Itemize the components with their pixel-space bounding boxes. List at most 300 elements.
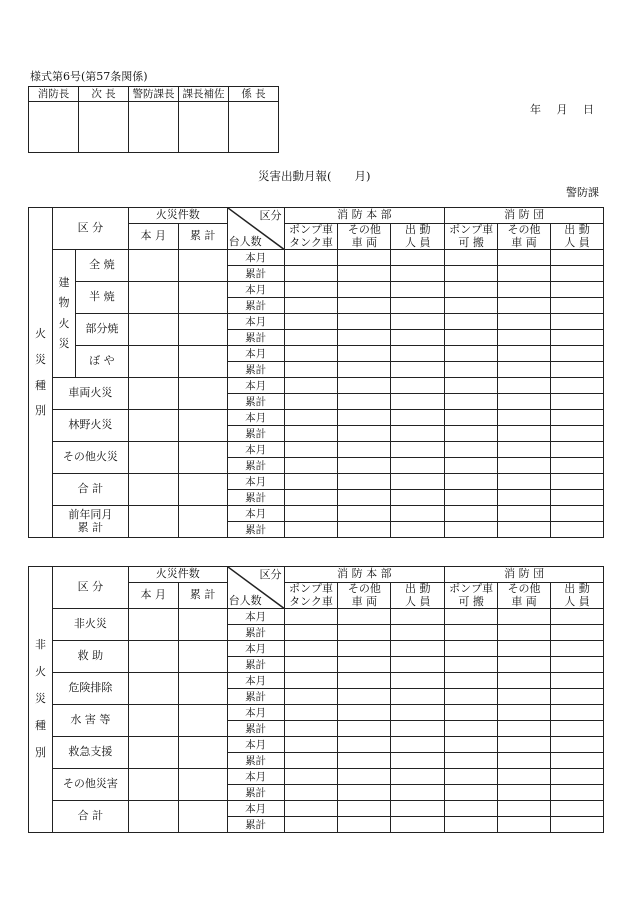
input-cell[interactable] [445, 641, 498, 657]
input-cell[interactable] [445, 442, 498, 458]
input-cell[interactable] [338, 737, 391, 753]
row-label: 救急支援 [52, 737, 128, 769]
approval-stamp-box[interactable] [179, 102, 229, 153]
input-cell[interactable] [550, 378, 603, 394]
input-cell[interactable] [284, 705, 338, 721]
input-cell[interactable] [391, 458, 445, 474]
row-label: 全 焼 [75, 250, 128, 282]
category-char: 別 [34, 404, 46, 418]
sub-row-label: 累計 [227, 330, 284, 346]
input-cell[interactable] [284, 817, 338, 833]
input-cell[interactable] [338, 785, 391, 801]
input-cell[interactable] [178, 609, 227, 641]
input-cell[interactable] [445, 458, 498, 474]
input-cell[interactable] [284, 490, 338, 506]
input-cell[interactable] [284, 721, 338, 737]
vehicle-count-label: 台人数 [228, 234, 262, 248]
input-cell[interactable] [391, 721, 445, 737]
row-label: ぼ や [75, 346, 128, 378]
input-cell[interactable] [551, 641, 604, 657]
input-cell[interactable] [498, 641, 551, 657]
input-cell[interactable] [391, 801, 445, 817]
input-cell[interactable] [128, 282, 178, 314]
input-cell[interactable] [550, 314, 603, 330]
input-cell[interactable] [445, 282, 498, 298]
approval-header: 課長補佐 [179, 87, 229, 102]
sub-row-label: 本月 [227, 506, 284, 522]
sub-row-label: 累計 [227, 689, 284, 705]
sub-row-label: 本月 [227, 801, 284, 817]
input-cell[interactable] [128, 801, 178, 833]
input-cell[interactable] [128, 314, 178, 346]
input-cell[interactable] [284, 394, 338, 410]
input-cell[interactable] [498, 785, 551, 801]
input-cell[interactable] [445, 785, 498, 801]
input-cell[interactable] [338, 673, 391, 689]
sub-row-label: 本月 [227, 410, 284, 426]
input-cell[interactable] [445, 609, 498, 625]
row-label: 部分焼 [75, 314, 128, 346]
input-cell[interactable] [498, 410, 551, 426]
input-cell[interactable] [445, 506, 498, 522]
input-cell[interactable] [128, 378, 178, 410]
input-cell[interactable] [498, 753, 551, 769]
input-cell[interactable] [498, 705, 551, 721]
input-cell[interactable] [550, 362, 603, 378]
input-cell[interactable] [338, 817, 391, 833]
input-cell[interactable] [445, 346, 498, 362]
input-cell[interactable] [391, 817, 445, 833]
input-cell[interactable] [338, 625, 391, 641]
input-cell[interactable] [391, 737, 445, 753]
input-cell[interactable] [498, 426, 551, 442]
pump-tank-header: ポンプ車 タンク車 [284, 583, 338, 609]
input-cell[interactable] [391, 378, 445, 394]
kubun-label: 区分 [259, 209, 282, 222]
input-cell[interactable] [338, 721, 391, 737]
sub-row-label: 本月 [227, 609, 284, 625]
input-cell[interactable] [391, 426, 445, 442]
input-cell[interactable] [284, 266, 338, 282]
input-cell[interactable] [550, 522, 603, 538]
department-label: 警防課 [566, 186, 599, 199]
approval-stamp-box[interactable] [29, 102, 79, 153]
input-cell[interactable] [391, 490, 445, 506]
input-cell[interactable] [445, 522, 498, 538]
input-cell[interactable] [391, 346, 445, 362]
input-cell[interactable] [551, 801, 604, 817]
input-cell[interactable] [391, 410, 445, 426]
input-cell[interactable] [550, 346, 603, 362]
other-vehicle-header: その他 車 両 [498, 583, 551, 609]
input-cell[interactable] [338, 426, 391, 442]
sub-row-label: 累計 [227, 817, 284, 833]
sub-row-label: 累計 [227, 490, 284, 506]
input-cell[interactable] [178, 769, 227, 801]
approval-header: 警防課長 [129, 87, 179, 102]
row-label: 危険排除 [52, 673, 128, 705]
honbu-header: 消 防 本 部 [284, 567, 445, 583]
input-cell[interactable] [128, 506, 178, 538]
input-cell[interactable] [391, 362, 445, 378]
input-cell[interactable] [551, 817, 604, 833]
input-cell[interactable] [498, 394, 551, 410]
input-cell[interactable] [391, 298, 445, 314]
input-cell[interactable] [551, 609, 604, 625]
input-cell[interactable] [445, 410, 498, 426]
input-cell[interactable] [498, 817, 551, 833]
sub-row-label: 本月 [227, 769, 284, 785]
input-cell[interactable] [128, 474, 178, 506]
input-cell[interactable] [128, 737, 178, 769]
input-cell[interactable] [178, 410, 227, 442]
input-cell[interactable] [391, 266, 445, 282]
input-cell[interactable] [550, 250, 603, 266]
row-label: 非火災 [52, 609, 128, 641]
input-cell[interactable] [445, 394, 498, 410]
input-cell[interactable] [445, 673, 498, 689]
input-cell[interactable] [284, 785, 338, 801]
approval-stamp-box[interactable] [79, 102, 129, 153]
input-cell[interactable] [551, 625, 604, 641]
input-cell[interactable] [178, 314, 227, 346]
input-cell[interactable] [284, 737, 338, 753]
input-cell[interactable] [128, 673, 178, 705]
input-cell[interactable] [338, 490, 391, 506]
input-cell[interactable] [178, 673, 227, 705]
input-cell[interactable] [391, 609, 445, 625]
sub-row-label: 累計 [227, 298, 284, 314]
input-cell[interactable] [284, 657, 338, 673]
row-label: その他災害 [52, 769, 128, 801]
input-cell[interactable] [338, 657, 391, 673]
input-cell[interactable] [550, 458, 603, 474]
sub-row-label: 累計 [227, 426, 284, 442]
approval-header: 係 長 [229, 87, 279, 102]
input-cell[interactable] [284, 641, 338, 657]
sub-row-label: 本月 [227, 673, 284, 689]
row-label: 林野火災 [52, 410, 128, 442]
input-cell[interactable] [498, 378, 551, 394]
input-cell[interactable] [391, 673, 445, 689]
input-cell[interactable] [338, 522, 391, 538]
input-cell[interactable] [498, 442, 551, 458]
input-cell[interactable] [338, 330, 391, 346]
building-fire-vertical: 建 物 火 災 [52, 250, 75, 378]
input-cell[interactable] [498, 330, 551, 346]
input-cell[interactable] [178, 282, 227, 314]
category-char: 火 [34, 326, 46, 340]
input-cell[interactable] [338, 410, 391, 426]
input-cell[interactable] [445, 801, 498, 817]
input-cell[interactable] [551, 689, 604, 705]
pump-portable-header: ポンプ車 可 搬 [445, 224, 498, 250]
input-cell[interactable] [445, 490, 498, 506]
input-cell[interactable] [128, 346, 178, 378]
personnel-header: 出 動 人 員 [391, 583, 445, 609]
input-cell[interactable] [391, 506, 445, 522]
input-cell[interactable] [178, 737, 227, 769]
other-vehicle-header: その他 車 両 [338, 583, 391, 609]
sub-row-label: 本月 [227, 737, 284, 753]
input-cell[interactable] [445, 753, 498, 769]
input-cell[interactable] [550, 490, 603, 506]
row-label: 合 計 [52, 474, 128, 506]
input-cell[interactable] [391, 330, 445, 346]
input-cell[interactable] [550, 266, 603, 282]
input-cell[interactable] [338, 346, 391, 362]
input-cell[interactable] [391, 394, 445, 410]
input-cell[interactable] [498, 362, 551, 378]
input-cell[interactable] [445, 362, 498, 378]
input-cell[interactable] [550, 506, 603, 522]
input-cell[interactable] [128, 442, 178, 474]
approval-header: 次 長 [79, 87, 129, 102]
input-cell[interactable] [391, 522, 445, 538]
input-cell[interactable] [498, 801, 551, 817]
input-cell[interactable] [498, 625, 551, 641]
input-cell[interactable] [391, 641, 445, 657]
input-cell[interactable] [498, 458, 551, 474]
input-cell[interactable] [498, 266, 551, 282]
input-cell[interactable] [551, 705, 604, 721]
input-cell[interactable] [391, 442, 445, 458]
input-cell[interactable] [284, 346, 338, 362]
input-cell[interactable] [550, 330, 603, 346]
input-cell[interactable] [550, 298, 603, 314]
input-cell[interactable] [338, 266, 391, 282]
input-cell[interactable] [128, 609, 178, 641]
input-cell[interactable] [391, 689, 445, 705]
input-cell[interactable] [391, 314, 445, 330]
input-cell[interactable] [338, 282, 391, 298]
input-cell[interactable] [445, 657, 498, 673]
row-label: 車両火災 [52, 378, 128, 410]
category-char: 災 [34, 352, 46, 366]
sub-row-label: 本月 [227, 282, 284, 298]
input-cell[interactable] [284, 250, 338, 266]
input-cell[interactable] [338, 298, 391, 314]
input-cell[interactable] [391, 474, 445, 490]
nonfire-report-table [28, 566, 604, 833]
input-cell[interactable] [338, 362, 391, 378]
input-cell[interactable] [284, 753, 338, 769]
input-cell[interactable] [550, 394, 603, 410]
input-cell[interactable] [284, 330, 338, 346]
input-cell[interactable] [498, 689, 551, 705]
pump-tank-header: ポンプ車 タンク車 [284, 224, 338, 250]
input-cell[interactable] [445, 721, 498, 737]
input-cell[interactable] [284, 442, 338, 458]
input-cell[interactable] [284, 609, 338, 625]
input-cell[interactable] [445, 769, 498, 785]
input-cell[interactable] [498, 769, 551, 785]
input-cell[interactable] [284, 314, 338, 330]
input-cell[interactable] [128, 705, 178, 737]
input-cell[interactable] [498, 490, 551, 506]
input-cell[interactable] [284, 522, 338, 538]
input-cell[interactable] [445, 705, 498, 721]
dan-header: 消 防 団 [445, 208, 604, 224]
input-cell[interactable] [338, 753, 391, 769]
input-cell[interactable] [551, 657, 604, 673]
input-cell[interactable] [498, 609, 551, 625]
input-cell[interactable] [128, 250, 178, 282]
input-cell[interactable] [445, 737, 498, 753]
input-cell[interactable] [338, 378, 391, 394]
input-cell[interactable] [284, 625, 338, 641]
input-cell[interactable] [551, 785, 604, 801]
input-cell[interactable] [338, 769, 391, 785]
input-cell[interactable] [391, 785, 445, 801]
input-cell[interactable] [338, 705, 391, 721]
input-cell[interactable] [551, 721, 604, 737]
input-cell[interactable] [338, 801, 391, 817]
input-cell[interactable] [551, 673, 604, 689]
input-cell[interactable] [445, 689, 498, 705]
input-cell[interactable] [550, 442, 603, 458]
input-cell[interactable] [551, 769, 604, 785]
sub-row-label: 本月 [227, 346, 284, 362]
input-cell[interactable] [284, 689, 338, 705]
sub-row-label: 累計 [227, 753, 284, 769]
input-cell[interactable] [338, 314, 391, 330]
input-cell[interactable] [391, 705, 445, 721]
dan-header: 消 防 団 [445, 567, 604, 583]
kubun-header: 区 分 [52, 567, 128, 609]
kubun-vehicle-diagonal-header: 区分 台人数 [227, 567, 284, 609]
input-cell[interactable] [391, 769, 445, 785]
input-cell[interactable] [498, 506, 551, 522]
fire-count-header: 火災件数 [128, 567, 227, 583]
input-cell[interactable] [284, 282, 338, 298]
input-cell[interactable] [128, 410, 178, 442]
input-cell[interactable] [498, 346, 551, 362]
approval-stamp-box[interactable] [229, 102, 279, 153]
input-cell[interactable] [338, 609, 391, 625]
row-label: 半 焼 [75, 282, 128, 314]
input-cell[interactable] [498, 737, 551, 753]
input-cell[interactable] [338, 474, 391, 490]
form-number: 様式第6号(第57条関係) [30, 70, 148, 83]
input-cell[interactable] [284, 506, 338, 522]
this-month-header: 本 月 [128, 224, 178, 250]
input-cell[interactable] [338, 442, 391, 458]
sub-row-label: 本月 [227, 474, 284, 490]
input-cell[interactable] [178, 250, 227, 282]
input-cell[interactable] [445, 817, 498, 833]
input-cell[interactable] [284, 426, 338, 442]
input-cell[interactable] [498, 314, 551, 330]
date-line: 年 月 日 [530, 103, 594, 116]
input-cell[interactable] [338, 641, 391, 657]
input-cell[interactable] [284, 458, 338, 474]
input-cell[interactable] [445, 314, 498, 330]
input-cell[interactable] [445, 474, 498, 490]
input-cell[interactable] [284, 298, 338, 314]
input-cell[interactable] [445, 625, 498, 641]
input-cell[interactable] [178, 378, 227, 410]
input-cell[interactable] [445, 298, 498, 314]
input-cell[interactable] [391, 753, 445, 769]
input-cell[interactable] [498, 474, 551, 490]
input-cell[interactable] [498, 250, 551, 266]
input-cell[interactable] [498, 673, 551, 689]
input-cell[interactable] [338, 394, 391, 410]
input-cell[interactable] [128, 769, 178, 801]
sub-row-label: 累計 [227, 266, 284, 282]
input-cell[interactable] [391, 625, 445, 641]
input-cell[interactable] [284, 410, 338, 426]
input-cell[interactable] [391, 250, 445, 266]
input-cell[interactable] [284, 769, 338, 785]
input-cell[interactable] [498, 721, 551, 737]
input-cell[interactable] [178, 506, 227, 538]
input-cell[interactable] [284, 474, 338, 490]
input-cell[interactable] [445, 378, 498, 394]
input-cell[interactable] [391, 282, 445, 298]
input-cell[interactable] [445, 266, 498, 282]
input-cell[interactable] [445, 250, 498, 266]
input-cell[interactable] [338, 506, 391, 522]
input-cell[interactable] [550, 410, 603, 426]
input-cell[interactable] [178, 705, 227, 737]
input-cell[interactable] [498, 282, 551, 298]
fire-report-table [28, 207, 604, 538]
other-vehicle-header: その他 車 両 [498, 224, 551, 250]
input-cell[interactable] [338, 689, 391, 705]
input-cell[interactable] [284, 801, 338, 817]
honbu-header: 消 防 本 部 [284, 208, 445, 224]
input-cell[interactable] [551, 737, 604, 753]
sub-row-label: 累計 [227, 785, 284, 801]
row-label: 救 助 [52, 641, 128, 673]
input-cell[interactable] [498, 657, 551, 673]
input-cell[interactable] [338, 458, 391, 474]
prev-year-label: 前年同月 累 計 [52, 506, 128, 538]
input-cell[interactable] [338, 250, 391, 266]
fire-category-vertical [29, 208, 53, 538]
approval-stamp-box[interactable] [129, 102, 179, 153]
input-cell[interactable] [550, 426, 603, 442]
report-title: 災害出動月報( 月) [258, 169, 371, 183]
input-cell[interactable] [550, 282, 603, 298]
input-cell[interactable] [178, 641, 227, 673]
sub-row-label: 本月 [227, 705, 284, 721]
this-month-header: 本 月 [128, 583, 178, 609]
pump-portable-header: ポンプ車 可 搬 [445, 583, 498, 609]
sub-row-label: 累計 [227, 625, 284, 641]
input-cell[interactable] [284, 362, 338, 378]
input-cell[interactable] [178, 346, 227, 378]
input-cell[interactable] [498, 522, 551, 538]
input-cell[interactable] [498, 298, 551, 314]
input-cell[interactable] [178, 801, 227, 833]
input-cell[interactable] [284, 673, 338, 689]
input-cell[interactable] [550, 474, 603, 490]
input-cell[interactable] [391, 657, 445, 673]
sub-row-label: 累計 [227, 458, 284, 474]
input-cell[interactable] [445, 426, 498, 442]
input-cell[interactable] [551, 753, 604, 769]
kubun-vehicle-diagonal-header [227, 208, 284, 250]
input-cell[interactable] [178, 442, 227, 474]
input-cell[interactable] [284, 378, 338, 394]
input-cell[interactable] [178, 474, 227, 506]
input-cell[interactable] [445, 330, 498, 346]
input-cell[interactable] [128, 641, 178, 673]
sub-row-label: 累計 [227, 522, 284, 538]
